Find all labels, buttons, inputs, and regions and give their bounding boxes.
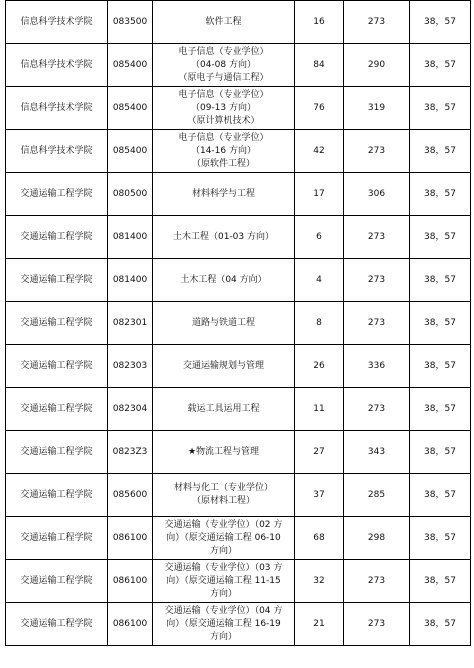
- enrollment-count-cell: 21: [295, 603, 344, 646]
- major-name-line: 电子信息（专业学位）: [178, 132, 269, 143]
- total-score-cell: 273: [344, 560, 410, 603]
- major-name-cell: [153, 560, 295, 603]
- admission-score-table: [5, 0, 471, 646]
- major-name-line: （原材料工程）: [191, 496, 255, 506]
- enrollment-count-cell: 8: [295, 302, 344, 345]
- major-name-cell: [153, 603, 295, 646]
- total-score-cell: 273: [344, 259, 410, 302]
- major-name-cell: [153, 44, 295, 87]
- school-cell: 交通运输工程学院: [6, 474, 108, 517]
- major-code-cell: 086100: [108, 560, 153, 603]
- major-name-cell: [153, 173, 295, 216]
- major-name-cell: [153, 431, 295, 474]
- major-name-line: ★物流工程与管理: [187, 446, 260, 457]
- major-name-line: （原计算机技术）: [187, 115, 260, 126]
- subject-score-cell: 38，57: [410, 44, 471, 87]
- major-name-line: 方向）: [209, 631, 237, 642]
- major-code-cell: 085600: [108, 474, 153, 517]
- school-cell: 信息科学技术学院: [6, 87, 108, 130]
- total-score-cell: 273: [344, 130, 410, 173]
- subject-score-cell: 38，57: [410, 603, 471, 646]
- table-row: [6, 431, 471, 474]
- major-code-cell: 082303: [108, 345, 153, 388]
- subject-score-cell: 38，57: [410, 517, 471, 560]
- total-score-cell: 273: [344, 603, 410, 646]
- total-score-cell: 273: [344, 216, 410, 259]
- major-name-cell: [153, 87, 295, 130]
- major-name-line: 交通运输（专业学位）（02 方: [164, 519, 283, 530]
- subject-score-cell: 38，57: [410, 87, 471, 130]
- school-cell: 信息科学技术学院: [6, 1, 108, 44]
- total-score-cell: 273: [344, 388, 410, 431]
- major-code-cell: 082304: [108, 388, 153, 431]
- major-name-line: 电子信息（专业学位）: [178, 89, 269, 100]
- table-row: [6, 130, 471, 173]
- enrollment-count-cell: 16: [295, 1, 344, 44]
- total-score-cell: 319: [344, 87, 410, 130]
- enrollment-count-cell: 6: [295, 216, 344, 259]
- enrollment-count-cell: 27: [295, 431, 344, 474]
- major-name-line: （14-16 方向）: [190, 145, 256, 156]
- major-name-line: 软件工程: [205, 16, 242, 27]
- major-name-line: 交通运输（专业学位）（04 方: [164, 605, 283, 616]
- table-row: [6, 474, 471, 517]
- subject-score-cell: 38，57: [410, 431, 471, 474]
- enrollment-count-cell: 17: [295, 173, 344, 216]
- school-cell: 交通运输工程学院: [6, 216, 108, 259]
- total-score-cell: 306: [344, 173, 410, 216]
- enrollment-count-cell: 4: [295, 259, 344, 302]
- total-score-cell: 343: [344, 431, 410, 474]
- school-cell: 交通运输工程学院: [6, 345, 108, 388]
- major-name-line: 材料科学与工程: [191, 188, 255, 199]
- enrollment-count-cell: 68: [295, 517, 344, 560]
- school-cell: 交通运输工程学院: [6, 173, 108, 216]
- major-name-line: 向）（原交通运输工程 11-15: [166, 575, 281, 586]
- school-cell: 交通运输工程学院: [6, 603, 108, 646]
- subject-score-cell: 38，57: [410, 130, 471, 173]
- school-cell: 交通运输工程学院: [6, 302, 108, 345]
- enrollment-count-cell: 42: [295, 130, 344, 173]
- total-score-cell: 290: [344, 44, 410, 87]
- table-row: [6, 517, 471, 560]
- subject-score-cell: 38，57: [410, 216, 471, 259]
- table-row: [6, 87, 471, 130]
- school-cell: 信息科学技术学院: [6, 130, 108, 173]
- enrollment-count-cell: 11: [295, 388, 344, 431]
- major-name-cell: [153, 517, 295, 560]
- enrollment-count-cell: 37: [295, 474, 344, 517]
- subject-score-cell: 38，57: [410, 560, 471, 603]
- table-row: [6, 302, 471, 345]
- major-name-line: 交通运输规划与管理: [182, 360, 264, 371]
- subject-score-cell: 38，57: [410, 474, 471, 517]
- major-name-line: （原软件工程）: [191, 158, 255, 169]
- major-code-cell: 086100: [108, 603, 153, 646]
- table-row: [6, 345, 471, 388]
- major-name-cell: [153, 474, 295, 517]
- table-row: [6, 216, 471, 259]
- school-cell: 交通运输工程学院: [6, 431, 108, 474]
- major-code-cell: 085400: [108, 44, 153, 87]
- school-cell: 交通运输工程学院: [6, 560, 108, 603]
- total-score-cell: 285: [344, 474, 410, 517]
- subject-score-cell: 38，57: [410, 173, 471, 216]
- major-name-line: 材料与化工（专业学位）: [173, 483, 273, 493]
- major-name-line: 方向）: [209, 545, 237, 556]
- major-name-line: （原电子与通信工程）: [178, 72, 269, 83]
- enrollment-count-cell: 26: [295, 345, 344, 388]
- major-name-line: 向）（原交通运输工程 06-10: [166, 532, 281, 543]
- major-name-cell: [153, 1, 295, 44]
- major-name-line: 土木工程（04 方向）: [180, 274, 267, 285]
- major-name-line: 向）（原交通运输工程 16-19: [166, 618, 281, 629]
- major-name-cell: [153, 216, 295, 259]
- major-name-cell: [153, 388, 295, 431]
- major-name-line: 道路与铁道工程: [191, 317, 255, 328]
- major-name-line: （09-13 方向）: [190, 102, 256, 113]
- school-cell: 信息科学技术学院: [6, 44, 108, 87]
- total-score-cell: 273: [344, 302, 410, 345]
- enrollment-count-cell: 32: [295, 560, 344, 603]
- major-code-cell: 081400: [108, 259, 153, 302]
- table-row: [6, 1, 471, 44]
- major-name-line: 交通运输（专业学位）（03 方: [164, 562, 283, 573]
- major-name-cell: [153, 345, 295, 388]
- major-code-cell: 080500: [108, 173, 153, 216]
- subject-score-cell: 38，57: [410, 345, 471, 388]
- major-code-cell: 081400: [108, 216, 153, 259]
- major-name-line: （04-08 方向）: [190, 59, 256, 70]
- school-cell: 交通运输工程学院: [6, 259, 108, 302]
- school-cell: 交通运输工程学院: [6, 517, 108, 560]
- subject-score-cell: 38，57: [410, 388, 471, 431]
- major-name-line: 土木工程（01-03 方向）: [172, 231, 274, 242]
- table-body: [6, 1, 471, 646]
- school-cell: 交通运输工程学院: [6, 388, 108, 431]
- major-code-cell: 082301: [108, 302, 153, 345]
- major-code-cell: 085400: [108, 130, 153, 173]
- major-name-cell: [153, 302, 295, 345]
- major-code-cell: 086100: [108, 517, 153, 560]
- table-row: [6, 560, 471, 603]
- major-name-line: 方向）: [209, 588, 237, 599]
- major-name-line: 电子信息（专业学位）: [178, 46, 269, 57]
- major-code-cell: 0823Z3: [108, 431, 153, 474]
- table-row: [6, 173, 471, 216]
- major-code-cell: 083500: [108, 1, 153, 44]
- subject-score-cell: 38，57: [410, 1, 471, 44]
- subject-score-cell: 38，57: [410, 259, 471, 302]
- total-score-cell: 273: [344, 1, 410, 44]
- table-row: [6, 388, 471, 431]
- major-name-cell: [153, 130, 295, 173]
- table-row: [6, 44, 471, 87]
- enrollment-count-cell: 84: [295, 44, 344, 87]
- subject-score-cell: 38，57: [410, 302, 471, 345]
- major-name-cell: [153, 259, 295, 302]
- table-row: [6, 259, 471, 302]
- major-name-line: 载运工具运用工程: [187, 403, 260, 414]
- major-code-cell: 085400: [108, 87, 153, 130]
- table-row: [6, 603, 471, 646]
- total-score-cell: 336: [344, 345, 410, 388]
- total-score-cell: 298: [344, 517, 410, 560]
- enrollment-count-cell: 76: [295, 87, 344, 130]
